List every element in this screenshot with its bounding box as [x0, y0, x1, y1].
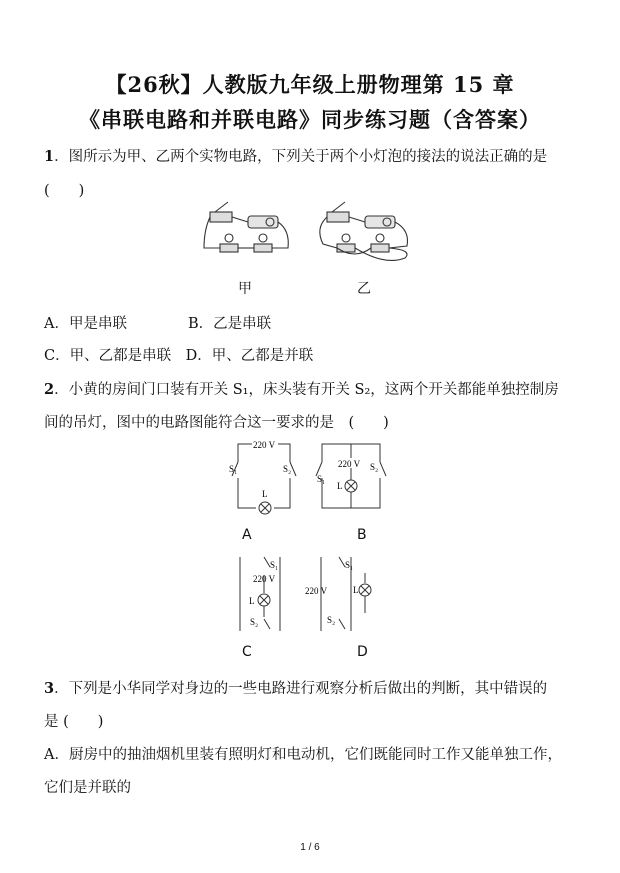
q3-stem-text-1: ．下列是小华同学对身边的一些电路进行观察分析后做出的判断，其中错误的 [54, 681, 548, 697]
q2-stem-line-2: 间的吊灯，图中的电路图能符合这一要求的是 ( ) [44, 415, 389, 431]
q2d-s2-label: S₂ [327, 615, 336, 625]
q2a-s1-label: S₁ [229, 464, 238, 474]
q2-stem-line-1 [44, 378, 559, 399]
q2-caption-b: B [357, 527, 367, 543]
q2d-lamp-label: L [353, 585, 359, 595]
q1-answer-paren: ( ) [44, 183, 85, 199]
q3-option-a-line-1: A．厨房中的抽油烟机里装有照明灯和电动机，它们既能同时工作又能单独工作， [44, 747, 562, 763]
circuit-yi [320, 202, 408, 260]
q2a-voltage-label: 220 V [253, 440, 276, 450]
q2d-s1-label: S₁ [345, 560, 354, 570]
q1-option-a: A．甲是串联 [44, 316, 127, 332]
q2a-s2-label: S₂ [283, 464, 292, 474]
q1-caption-yi: 乙 [357, 281, 371, 297]
q2b-voltage-label: 220 V [338, 459, 361, 469]
q2c-s1-label: S₁ [270, 560, 279, 570]
q2c-voltage-label: 220 V [253, 574, 276, 584]
q3-stem-line-1 [44, 677, 547, 698]
page-number: 1 / 6 [300, 842, 320, 853]
q1-circuit-figure [200, 200, 415, 268]
q2c-lamp-label: L [249, 596, 255, 606]
circuit-jia [204, 202, 288, 252]
q2-caption-c: C [242, 644, 252, 660]
title-line-1: 【26秋】人教版九年级上册物理第 15 章 [105, 72, 515, 97]
q2-circuit-b [318, 438, 388, 518]
q3-number: 3 [44, 680, 55, 697]
q3-option-a-line-2: 它们是并联的 [44, 780, 131, 796]
q2-circuit-d [303, 553, 385, 635]
title-line-2: 《串联电路和并联电路》同步练习题（含答案） [79, 107, 541, 132]
q1-stem-text: ．图所示为甲、乙两个实物电路，下列关于两个小灯泡的接法的说法正确的是 [54, 149, 548, 165]
q2-circuit-a [228, 438, 298, 518]
q2b-lamp-label: L [337, 481, 343, 491]
q2-caption-d: D [357, 644, 368, 660]
q2a-lamp-label: L [262, 489, 268, 499]
q2c-s2-label: S₂ [250, 617, 259, 627]
q1-option-b: B．乙是串联 [188, 316, 272, 332]
q2d-voltage-label: 220 V [305, 586, 328, 596]
q1-caption-jia: 甲 [238, 281, 252, 297]
q2-circuit-c [232, 553, 294, 635]
q2b-s1-label: S₁ [317, 474, 326, 484]
q1-stem [44, 145, 547, 166]
q2-number: 2 [44, 381, 55, 398]
q3-stem-line-2: 是 ( ) [44, 714, 104, 730]
q2-caption-a: A [242, 527, 252, 543]
q2-stem-text-1: ．小黄的房间门口装有开关 S₁，床头装有开关 S₂，这两个开关都能单独控制房 [54, 382, 559, 398]
q2b-s2-label: S₂ [370, 462, 379, 472]
q1-number: 1 [44, 148, 55, 165]
q1-options-cd: C．甲、乙都是串联 D．甲、乙都是并联 [44, 348, 314, 364]
